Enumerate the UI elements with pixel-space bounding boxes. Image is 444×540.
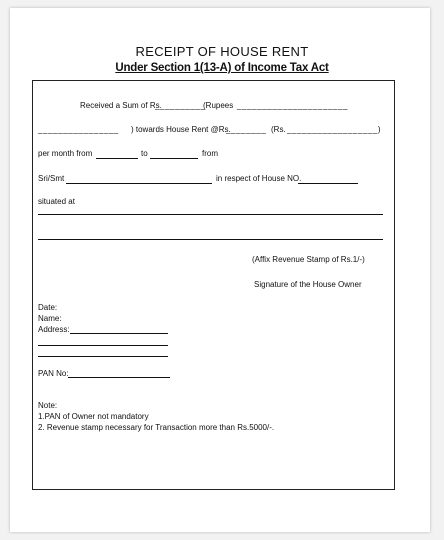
pan-field[interactable] xyxy=(68,377,170,378)
note-2: 2. Revenue stamp necessary for Transaction more than Rs.5000/-. xyxy=(38,423,275,432)
tenant-name-field[interactable] xyxy=(66,183,212,184)
page-title: RECEIPT OF HOUSE RENT xyxy=(135,44,309,59)
sri-smt-label: Sri/Smt xyxy=(38,174,65,183)
towards-label: ) towards House Rent @Rs. xyxy=(131,125,231,134)
address-line-3[interactable] xyxy=(38,356,168,357)
note-1: 1.PAN of Owner not mandatory xyxy=(38,412,149,421)
pan-label: PAN No: xyxy=(38,369,69,378)
signature-label: Signature of the House Owner xyxy=(254,280,362,289)
in-respect-label: in respect of House NO. xyxy=(216,174,302,183)
to-date-field[interactable] xyxy=(150,158,198,159)
page-subtitle: Under Section 1(13-A) of Income Tax Act xyxy=(115,62,329,74)
address-label: Address: xyxy=(38,325,70,334)
rent-rate-blank[interactable]: ________ xyxy=(226,125,267,134)
situated-label: situated at xyxy=(38,197,75,206)
revenue-stamp-label: (Affix Revenue Stamp of Rs.1/-) xyxy=(252,255,365,264)
situated-address-line-1[interactable] xyxy=(38,214,383,215)
date-label: Date: xyxy=(38,303,58,312)
name-label: Name: xyxy=(38,314,62,323)
per-month-label: per month from xyxy=(38,149,93,158)
address-line-2[interactable] xyxy=(38,345,168,346)
note-label: Note: xyxy=(38,401,58,410)
rs-paren-label: (Rs. xyxy=(271,125,286,134)
from-date-field[interactable] xyxy=(96,158,138,159)
to-label: to xyxy=(141,149,148,158)
from-label: from xyxy=(202,149,218,158)
rs-paren-blank[interactable]: __________________) xyxy=(287,125,382,134)
rupees-label: (Rupees xyxy=(203,101,234,110)
rupees-words-blank[interactable]: ______________________ xyxy=(237,101,349,110)
house-number-field[interactable] xyxy=(298,183,358,184)
address-line-1[interactable] xyxy=(70,333,168,334)
received-label: Received a Sum of Rs. xyxy=(80,101,162,110)
received-amount-blank[interactable]: __________ xyxy=(155,101,206,110)
situated-address-line-2[interactable] xyxy=(38,239,383,240)
amount-words-blank[interactable]: ________________ xyxy=(38,125,119,134)
